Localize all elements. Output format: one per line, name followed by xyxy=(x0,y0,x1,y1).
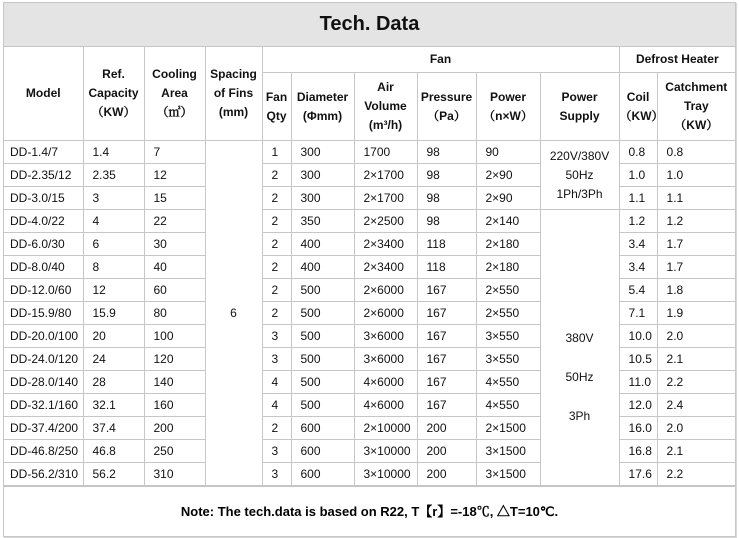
ref-capacity-cell: 1.4 xyxy=(83,141,144,164)
coil-cell: 12.0 xyxy=(619,394,657,417)
fan-qty-cell: 2 xyxy=(262,302,291,325)
table-title: Tech. Data xyxy=(4,3,735,47)
catchment-tray-cell: 0.8 xyxy=(657,141,735,164)
cooling-area-cell: 160 xyxy=(144,394,205,417)
fan-qty-cell: 3 xyxy=(262,440,291,463)
air-volume-cell: 3×6000 xyxy=(354,325,417,348)
model-cell: DD-46.8/250 xyxy=(4,440,83,463)
power-supply-cell: 220V/380V 50Hz 1Ph/3Ph xyxy=(540,141,619,210)
air-volume-cell: 2×1700 xyxy=(354,164,417,187)
pressure-cell: 200 xyxy=(417,417,476,440)
power-cell: 2×90 xyxy=(476,164,540,187)
pressure-cell: 167 xyxy=(417,371,476,394)
coil-cell: 0.8 xyxy=(619,141,657,164)
power-cell: 2×1500 xyxy=(476,417,540,440)
diameter-cell: 400 xyxy=(291,233,354,256)
cooling-area-cell: 200 xyxy=(144,417,205,440)
header-diameter: Diameter (Φmm) xyxy=(291,73,354,141)
diameter-cell: 300 xyxy=(291,187,354,210)
catchment-tray-cell: 2.0 xyxy=(657,417,735,440)
pressure-cell: 118 xyxy=(417,256,476,279)
cooling-area-cell: 140 xyxy=(144,371,205,394)
air-volume-cell: 3×10000 xyxy=(354,463,417,486)
coil-cell: 1.0 xyxy=(619,164,657,187)
catchment-tray-cell: 2.1 xyxy=(657,440,735,463)
air-volume-cell: 3×6000 xyxy=(354,348,417,371)
coil-cell: 10.5 xyxy=(619,348,657,371)
air-volume-cell: 1700 xyxy=(354,141,417,164)
air-volume-cell: 3×10000 xyxy=(354,440,417,463)
model-cell: DD-6.0/30 xyxy=(4,233,83,256)
fan-qty-cell: 4 xyxy=(262,394,291,417)
ref-capacity-cell: 28 xyxy=(83,371,144,394)
air-volume-cell: 2×3400 xyxy=(354,256,417,279)
cooling-area-cell: 60 xyxy=(144,279,205,302)
model-cell: DD-1.4/7 xyxy=(4,141,83,164)
ref-capacity-cell: 24 xyxy=(83,348,144,371)
header-coil: Coil （KW） xyxy=(619,73,657,141)
pressure-cell: 98 xyxy=(417,164,476,187)
power-cell: 4×550 xyxy=(476,394,540,417)
model-cell: DD-15.9/80 xyxy=(4,302,83,325)
cooling-area-cell: 15 xyxy=(144,187,205,210)
table-row xyxy=(4,348,735,371)
header-group-fan: Fan xyxy=(262,47,619,73)
diameter-cell: 350 xyxy=(291,210,354,233)
power-cell: 3×550 xyxy=(476,325,540,348)
table-row xyxy=(4,394,735,417)
header-ref-capacity: Ref. Capacity （KW） xyxy=(83,47,144,141)
cooling-area-cell: 80 xyxy=(144,302,205,325)
air-volume-cell: 2×6000 xyxy=(354,302,417,325)
table-row xyxy=(4,371,735,394)
catchment-tray-cell: 1.0 xyxy=(657,164,735,187)
diameter-cell: 500 xyxy=(291,325,354,348)
cooling-area-cell: 30 xyxy=(144,233,205,256)
pressure-cell: 167 xyxy=(417,279,476,302)
cooling-area-cell: 250 xyxy=(144,440,205,463)
diameter-cell: 600 xyxy=(291,440,354,463)
fan-qty-cell: 4 xyxy=(262,371,291,394)
model-cell: DD-12.0/60 xyxy=(4,279,83,302)
footnote: Note: The tech.data is based on R22, T【r】=-18℃, △T=10℃. xyxy=(4,486,735,536)
cooling-area-cell: 12 xyxy=(144,164,205,187)
ref-capacity-cell: 46.8 xyxy=(83,440,144,463)
power-cell: 2×180 xyxy=(476,233,540,256)
fan-qty-cell: 2 xyxy=(262,233,291,256)
catchment-tray-cell: 1.8 xyxy=(657,279,735,302)
model-cell: DD-56.2/310 xyxy=(4,463,83,486)
catchment-tray-cell: 2.4 xyxy=(657,394,735,417)
ref-capacity-cell: 4 xyxy=(83,210,144,233)
diameter-cell: 500 xyxy=(291,279,354,302)
pressure-cell: 200 xyxy=(417,440,476,463)
catchment-tray-cell: 1.7 xyxy=(657,256,735,279)
diameter-cell: 500 xyxy=(291,371,354,394)
header-group-defrost-heater: Defrost Heater xyxy=(619,47,735,73)
ref-capacity-cell: 3 xyxy=(83,187,144,210)
catchment-tray-cell: 2.2 xyxy=(657,371,735,394)
catchment-tray-cell: 2.0 xyxy=(657,325,735,348)
coil-cell: 3.4 xyxy=(619,233,657,256)
model-cell: DD-2.35/12 xyxy=(4,164,83,187)
coil-cell: 5.4 xyxy=(619,279,657,302)
fan-qty-cell: 1 xyxy=(262,141,291,164)
ref-capacity-cell: 20 xyxy=(83,325,144,348)
model-cell: DD-37.4/200 xyxy=(4,417,83,440)
model-cell: DD-28.0/140 xyxy=(4,371,83,394)
cooling-area-cell: 100 xyxy=(144,325,205,348)
table-row xyxy=(4,302,735,325)
model-cell: DD-3.0/15 xyxy=(4,187,83,210)
pressure-cell: 167 xyxy=(417,302,476,325)
header-power: Power （n×W） xyxy=(476,73,540,141)
model-cell: DD-20.0/100 xyxy=(4,325,83,348)
pressure-cell: 167 xyxy=(417,348,476,371)
header-fan-qty: Fan Qty xyxy=(262,73,291,141)
pressure-cell: 118 xyxy=(417,233,476,256)
pressure-cell: 98 xyxy=(417,141,476,164)
power-cell: 2×140 xyxy=(476,210,540,233)
cooling-area-cell: 310 xyxy=(144,463,205,486)
catchment-tray-cell: 1.1 xyxy=(657,187,735,210)
coil-cell: 1.1 xyxy=(619,187,657,210)
catchment-tray-cell: 1.2 xyxy=(657,210,735,233)
header-model: Model xyxy=(4,47,83,141)
air-volume-cell: 2×1700 xyxy=(354,187,417,210)
diameter-cell: 500 xyxy=(291,302,354,325)
coil-cell: 10.0 xyxy=(619,325,657,348)
header-cooling-area: Cooling Area （㎡） xyxy=(144,47,205,141)
fan-qty-cell: 2 xyxy=(262,164,291,187)
coil-cell: 11.0 xyxy=(619,371,657,394)
model-cell: DD-32.1/160 xyxy=(4,394,83,417)
air-volume-cell: 4×6000 xyxy=(354,394,417,417)
ref-capacity-cell: 12 xyxy=(83,279,144,302)
tech-data-table xyxy=(4,47,735,486)
fan-qty-cell: 2 xyxy=(262,210,291,233)
fan-qty-cell: 2 xyxy=(262,187,291,210)
table-row xyxy=(4,233,735,256)
catchment-tray-cell: 2.2 xyxy=(657,463,735,486)
air-volume-cell: 2×10000 xyxy=(354,417,417,440)
table-row xyxy=(4,417,735,440)
ref-capacity-cell: 37.4 xyxy=(83,417,144,440)
table-row xyxy=(4,164,735,187)
power-cell: 4×550 xyxy=(476,371,540,394)
air-volume-cell: 2×6000 xyxy=(354,279,417,302)
coil-cell: 3.4 xyxy=(619,256,657,279)
ref-capacity-cell: 56.2 xyxy=(83,463,144,486)
air-volume-cell: 4×6000 xyxy=(354,371,417,394)
ref-capacity-cell: 32.1 xyxy=(83,394,144,417)
fan-qty-cell: 2 xyxy=(262,417,291,440)
table-body xyxy=(4,141,735,486)
power-cell: 90 xyxy=(476,141,540,164)
table-row xyxy=(4,279,735,302)
cooling-area-cell: 120 xyxy=(144,348,205,371)
pressure-cell: 167 xyxy=(417,394,476,417)
header-spacing-of-fins: Spacing of Fins (mm) xyxy=(205,47,262,141)
power-cell: 2×550 xyxy=(476,279,540,302)
pressure-cell: 167 xyxy=(417,325,476,348)
air-volume-cell: 2×2500 xyxy=(354,210,417,233)
table-row xyxy=(4,463,735,486)
ref-capacity-cell: 15.9 xyxy=(83,302,144,325)
ref-capacity-cell: 6 xyxy=(83,233,144,256)
coil-cell: 1.2 xyxy=(619,210,657,233)
power-cell: 3×550 xyxy=(476,348,540,371)
power-cell: 3×1500 xyxy=(476,440,540,463)
diameter-cell: 300 xyxy=(291,164,354,187)
fan-qty-cell: 2 xyxy=(262,256,291,279)
coil-cell: 17.6 xyxy=(619,463,657,486)
header-catchment-tray: Catchment Tray （KW） xyxy=(657,73,735,141)
table-row xyxy=(4,256,735,279)
coil-cell: 16.0 xyxy=(619,417,657,440)
fan-qty-cell: 3 xyxy=(262,348,291,371)
catchment-tray-cell: 1.7 xyxy=(657,233,735,256)
model-cell: DD-4.0/22 xyxy=(4,210,83,233)
table-row xyxy=(4,440,735,463)
model-cell: DD-8.0/40 xyxy=(4,256,83,279)
table-row xyxy=(4,325,735,348)
power-supply-cell: 380V 50Hz 3Ph xyxy=(540,210,619,486)
catchment-tray-cell: 1.9 xyxy=(657,302,735,325)
diameter-cell: 300 xyxy=(291,141,354,164)
pressure-cell: 200 xyxy=(417,463,476,486)
diameter-cell: 400 xyxy=(291,256,354,279)
model-cell: DD-24.0/120 xyxy=(4,348,83,371)
header-power-supply: Power Supply xyxy=(540,73,619,141)
cooling-area-cell: 40 xyxy=(144,256,205,279)
power-cell: 3×1500 xyxy=(476,463,540,486)
coil-cell: 7.1 xyxy=(619,302,657,325)
table-row xyxy=(4,141,735,164)
diameter-cell: 500 xyxy=(291,348,354,371)
fan-qty-cell: 3 xyxy=(262,325,291,348)
catchment-tray-cell: 2.1 xyxy=(657,348,735,371)
coil-cell: 16.8 xyxy=(619,440,657,463)
air-volume-cell: 2×3400 xyxy=(354,233,417,256)
power-cell: 2×180 xyxy=(476,256,540,279)
spacing-of-fins-cell: 6 xyxy=(205,141,262,486)
diameter-cell: 600 xyxy=(291,417,354,440)
fan-qty-cell: 2 xyxy=(262,279,291,302)
pressure-cell: 98 xyxy=(417,210,476,233)
ref-capacity-cell: 2.35 xyxy=(83,164,144,187)
diameter-cell: 500 xyxy=(291,394,354,417)
tech-data-panel xyxy=(3,2,736,537)
pressure-cell: 98 xyxy=(417,187,476,210)
cooling-area-cell: 22 xyxy=(144,210,205,233)
table-row xyxy=(4,210,735,233)
fan-qty-cell: 3 xyxy=(262,463,291,486)
power-cell: 2×550 xyxy=(476,302,540,325)
header-pressure: Pressure （Pa） xyxy=(417,73,476,141)
header-air-volume: Air Volume (m³/h) xyxy=(354,73,417,141)
ref-capacity-cell: 8 xyxy=(83,256,144,279)
cooling-area-cell: 7 xyxy=(144,141,205,164)
diameter-cell: 600 xyxy=(291,463,354,486)
table-row xyxy=(4,187,735,210)
power-cell: 2×90 xyxy=(476,187,540,210)
